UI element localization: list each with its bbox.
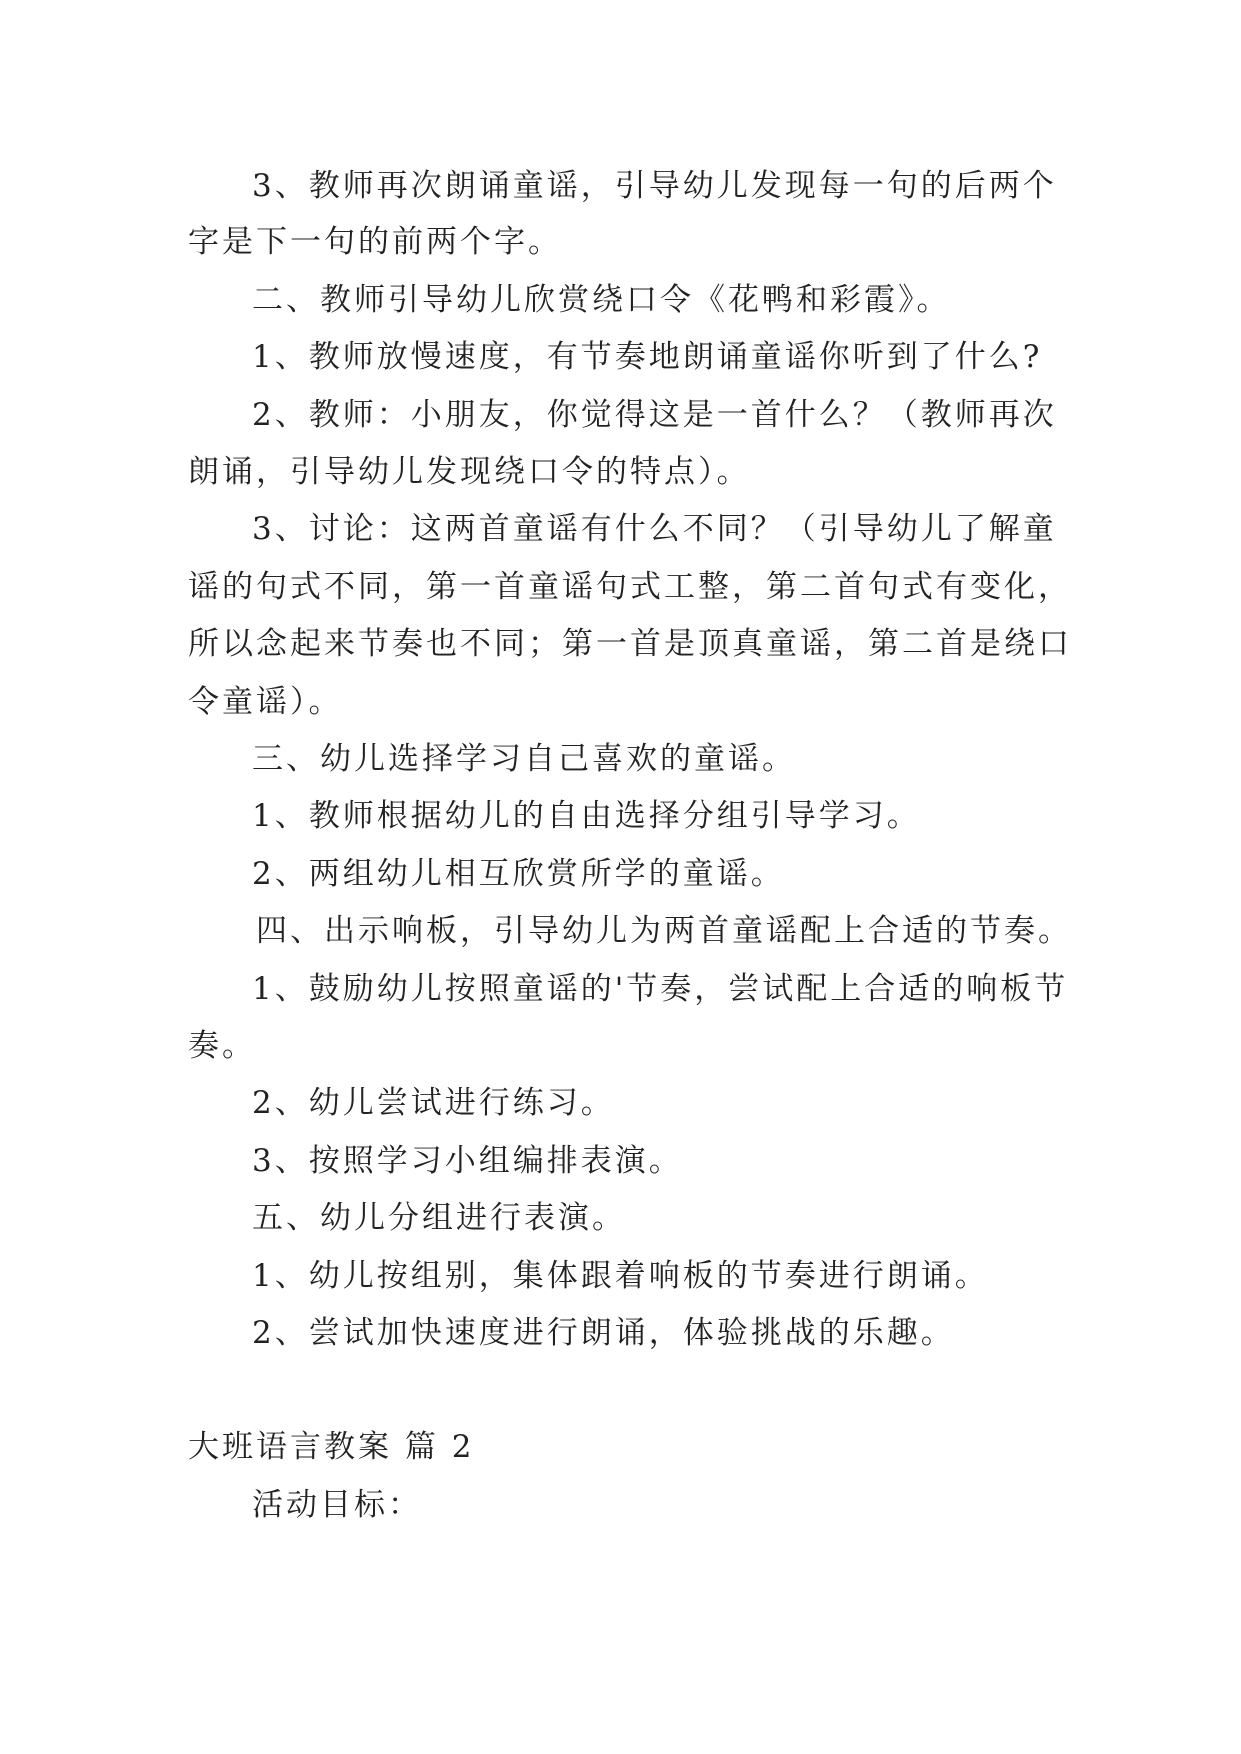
document-title: 大班语言教案 篇 2 (188, 1429, 475, 1465)
section-heading: 三、幼儿选择学习自己喜欢的童谣。 (252, 741, 796, 777)
paragraph-line: 2、尝试加快速度进行朗诵，体验挑战的乐趣。 (252, 1315, 955, 1351)
paragraph-line: 3、教师再次朗诵童谣，引导幼儿发现每一句的后两个 (252, 168, 1057, 204)
paragraph-line: 3、讨论：这两首童谣有什么不同？（引导幼儿了解童 (252, 511, 1057, 547)
section-heading: 五、幼儿分组进行表演。 (252, 1200, 626, 1236)
paragraph-line: 2、两组幼儿相互欣赏所学的童谣。 (252, 856, 785, 892)
paragraph-line: 朗诵，引导幼儿发现绕口令的特点）。 (188, 454, 751, 490)
paragraph-line: 1、教师放慢速度，有节奏地朗诵童谣你听到了什么? (252, 339, 1043, 375)
paragraph-line: 1、鼓励幼儿按照童谣的'节奏，尝试配上合适的响板节 (252, 971, 1069, 1007)
paragraph-line: 1、幼儿按组别，集体跟着响板的节奏进行朗诵。 (252, 1258, 989, 1294)
section-heading: 四、出示响板，引导幼儿为两首童谣配上合适的节奏。 (256, 913, 1072, 949)
paragraph-line: 令童谣）。 (188, 684, 343, 720)
section-heading: 活动目标： (252, 1487, 422, 1523)
paragraph-line: 2、教师：小朋友，你觉得这是一首什么？（教师再次 (252, 397, 1057, 433)
paragraph-line: 1、教师根据幼儿的自由选择分组引导学习。 (252, 798, 921, 834)
paragraph-line: 谣的句式不同，第一首童谣句式工整，第二首句式有变化， (188, 569, 1072, 605)
paragraph-line: 2、幼儿尝试进行练习。 (252, 1085, 615, 1121)
paragraph-line: 奏。 (188, 1028, 256, 1064)
paragraph-line: 3、按照学习小组编排表演。 (252, 1143, 683, 1179)
section-heading: 二、教师引导幼儿欣赏绕口令《花鸭和彩霞》。 (252, 282, 951, 318)
paragraph-line: 字是下一句的前两个字。 (188, 224, 562, 260)
paragraph-line: 所以念起来节奏也不同；第一首是顶真童谣，第二首是绕口 (188, 626, 1072, 662)
